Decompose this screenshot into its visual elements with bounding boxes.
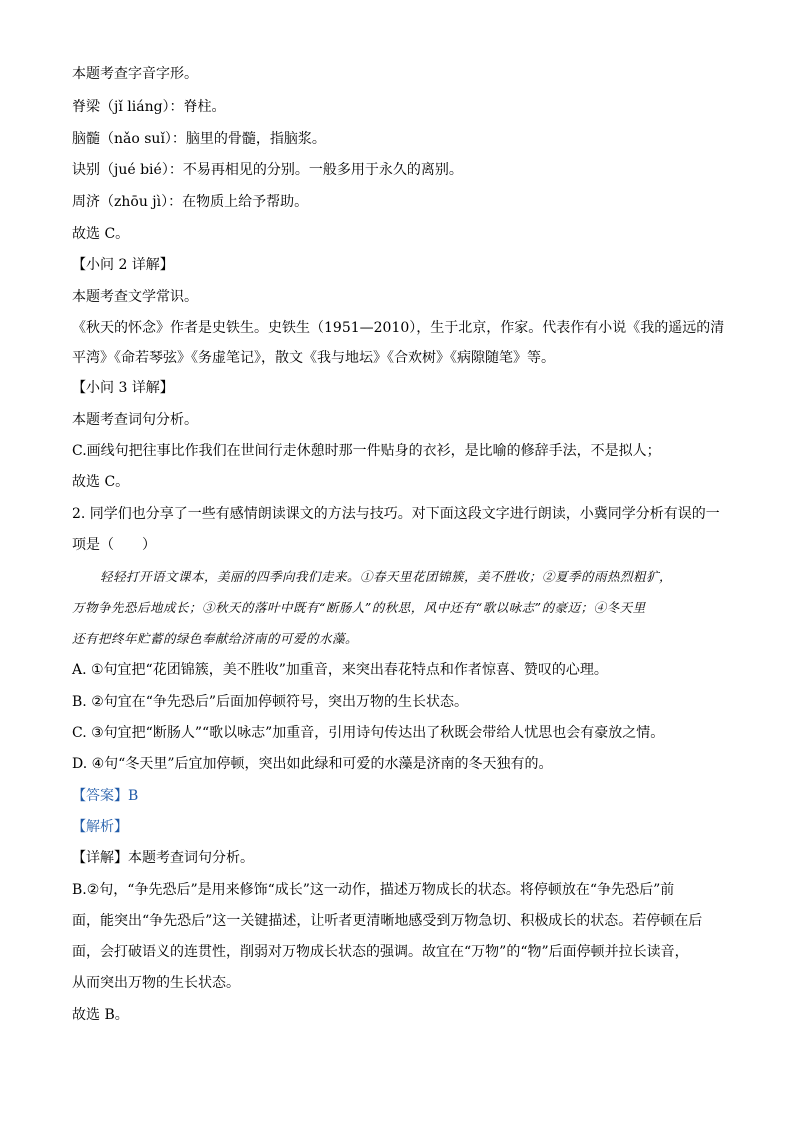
text-line: C.画线句把往事比作我们在世间行走休憩时那一件贴身的衣衫，是比喻的修辞手法，不是拟人； — [72, 443, 661, 459]
text-line: 故选 C。 — [72, 474, 130, 490]
text-line: 面，能突出“争先恐后”这一关键描述，让听者更清晰地感受到万物急切、积极成长的状态。若停顿在后 — [72, 913, 703, 929]
detail-heading: 【详解】本题考查词句分析。 — [72, 850, 254, 866]
option-b: B. ②句宜在“争先恐后”后面加停顿符号，突出万物的生长状态。 — [72, 694, 469, 710]
section-heading: 【小问 2 详解】 — [72, 257, 174, 273]
passage-line: 还有把终年贮蓄的绿色奉献给济南的可爱的水藻。 — [72, 631, 359, 646]
question-stem: 项是（ ） — [72, 537, 156, 553]
text-line: 故选 C。 — [72, 226, 130, 242]
text-line: 本题考查文学常识。 — [72, 289, 198, 305]
text-line: 本题考查字音字形。 — [72, 66, 198, 82]
text-line: 诀别（jué bié）：不易再相见的分别。一般多用于永久的离别。 — [72, 162, 463, 178]
option-c: C. ③句宜把“断肠人”“歌以咏志”加重音，引用诗句传达出了秋既会带给人忧思也会有豪放之情。 — [72, 725, 665, 741]
option-a: A. ①句宜把“花团锦簇，美不胜收”加重音，来突出春花特点和作者惊喜、赞叹的心理。 — [72, 662, 608, 678]
text-line: 脑髓（nǎo suǐ）：脑里的骨髓，指脑浆。 — [72, 131, 326, 147]
question-stem: 2. 同学们也分享了一些有感情朗读课文的方法与技巧。对下面这段文字进行朗读，小冀同学分析有误的一 — [72, 506, 720, 522]
passage-line: 万物争先恐后地成长；③秋天的落叶中既有“断肠人”的秋思，风中还有“歌以咏志”的豪迈；④冬天里 — [72, 600, 646, 615]
text-line: 本题考查词句分析。 — [72, 412, 198, 428]
text-line: 面，会打破语义的连贯性，削弱对万物成长状态的强调。故宜在“万物”的“物”后面停顿并拉长读音， — [72, 944, 689, 960]
section-heading: 【小问 3 详解】 — [72, 380, 174, 396]
text-line: 故选 B。 — [72, 1007, 129, 1023]
text-line: B.②句，“争先恐后”是用来修饰“成长”这一动作，描述万物成长的状态。将停顿放在“争先恐后”前 — [72, 882, 675, 898]
text-line: 《秋天的怀念》作者是史铁生。史铁生（1951—2010），生于北京，作家。代表作有小说《我的遥远的清 — [72, 320, 725, 336]
option-d: D. ④句“冬天里”后宜加停顿，突出如此绿和可爱的水藻是济南的冬天独有的。 — [72, 756, 553, 772]
text-line: 周济（zhōu jì）：在物质上给予帮助。 — [72, 194, 309, 210]
text-line: 脊梁（jǐ liáng）：脊柱。 — [72, 99, 226, 115]
passage-line: 轻轻打开语文课本，美丽的四季向我们走来。①春天里花团锦簇，美不胜收；②夏季的雨热烈粗犷， — [100, 569, 673, 584]
answer-label: 【答案】B — [72, 788, 139, 804]
text-line: 从而突出万物的生长状态。 — [72, 975, 240, 991]
analysis-label: 【解析】 — [72, 819, 128, 835]
text-line: 平湾》《命若琴弦》《务虚笔记》，散文《我与地坛》《合欢树》《病隙随笔》等。 — [72, 350, 555, 366]
